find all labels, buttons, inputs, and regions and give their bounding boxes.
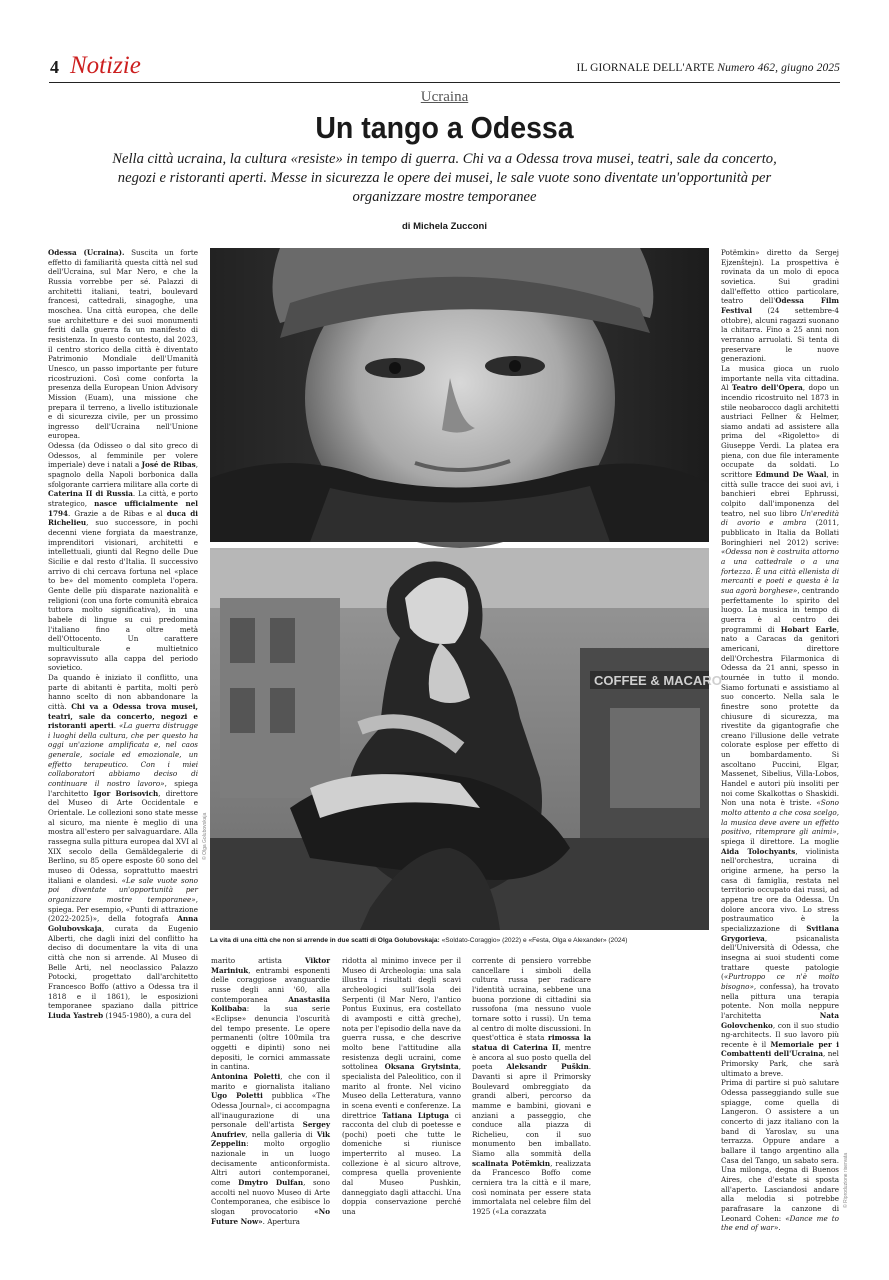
article-column-right: Potëmkin» diretto da Sergej Ejzenštejn). La prospettiva è rovinata da un molo di epoca sovietica. Sui gradini dall'effetto ottico particolare, teatro dell'Odessa Film Festival (24 settembre-4 ottobre), alcuni ragazzi suonano la chitarra. Fino a 25 anni non verranno arruolati. Si tenta di preservare le nuove generazioni. La musica gioca un ruolo importante nella vita cittadina. Al Teatro dell'Opera, dopo un incendio ricostruito nel 1873 in stile neobarocco dagli architetti austriaci Fellner & Helmer, siamo andati ad assistere alla prima del «Rigoletto» di Giuseppe Verdi. La platea era piena, con due file interamente occupate da soldati. Lo scrittore Edmund De Waal, in città sulle tracce dei suoi avi, i banchieri ebrei Ephrussi, colpito dall'imponenza del teatro, nel suo libro Un'eredità di avorio e ambra (2011, pubblicato in Italia da Bollati Boringhieri nel 2012) scrive: «Odessa non è costruita attorno a una cattedrale o a una fortezza. È una città ellenista di mercanti e poeti e questa è la sua agorà borghese», centrando perfettamente lo spirito del luogo. La musica in tempo di guerra è al centro dei programmi di Hobart Earle, nato a Caracas da genitori americani, direttore dell'Orchestra Filarmonica di Odessa da 21 anni, spesso in tournée in tutto il mondo. Siamo fortunati e assistiamo al suo concerto. Nella sala le finestre sono protette da chiusure di sicurezza, ma rivestite da gigantografie che creano l'illusione delle vetrate colorate esplose per effetto di un bombardamento. Si ascoltano Puccini, Elgar, Massenet, Sibelius, Villa-Lobos, Handel e autori più insoliti per noi come Skalkottas o Shaskidi. Non una nota è triste. «Sono molto attento a che cosa scelgo, la musica deve avere un effetto positivo, ritemprare gli animi», spiega il direttore. La moglie Aida Tolochyants, violinista nell'orchestra, ucraina di origine armene, ha perso la casa di famiglia, restata nel territorio occupato dai russi, ad appena tre ore da Odessa. Un dolore ancora vivo. Lo stress postraumatico è la specializzazione di Svitlana Grygorieva, psicanalista dell'Università di Odessa, che insegna ai suoi studenti come trattare queste patologie («Purtroppo ce n'è molto bisogno», confessa), ha trovato nella pittura una terapia potente. Non molla neppure l'architetta Nata Golovchenko, con il suo studio ng-architects. Il suo lavoro più recente è il Memoriale per i Combattenti dell'Ucraina, nel Primorsky Park, che sarà ultimato a breve. Prima di partire si può salutare Odessa passeggiando sulle sue spiagge, come quella di Langeron. O assistere a un concerto di jazz italiano con la band di Yaroslav, su una terrazza. Oppure andare a ballare il tango argentino alla Casa del Tango, un sabato sera. Una milonga, degna di Buenos Aires, che d'estate si sposta all'aperto. Lasciandosi andare alla melodia si potrebbe parafrasare la canzone di Leonard Cohen: «Dance me to the end of war».: [721, 248, 840, 1233]
caption-bold: La vita di una città che non si arrende in due scatti di Olga Golubovskaja:: [210, 937, 440, 944]
photo-credit: © Olga Golubovskaja: [202, 812, 208, 860]
byline: di Michela Zucconi: [402, 221, 487, 232]
page-number: 4: [50, 57, 59, 77]
article-column-bottom-4: [602, 956, 710, 1236]
photo-tango: [210, 548, 722, 930]
header-rule: [49, 82, 840, 83]
masthead: [577, 62, 840, 74]
issue-info: Numero 462, giugno 2025: [717, 62, 840, 74]
photo-caption: [210, 936, 710, 945]
copyright-note: © Riproduzione riservata: [843, 1152, 849, 1208]
caption-rest: «Soldato-Coraggio» (2022) e «Festa, Olga e Alexander» (2024): [439, 937, 628, 944]
article-column-left: Odessa (Ucraina). Suscita un forte effetto di familiarità questa città nel sud dell'Ucraina, sul Mar Nero, e che la Russia vorrebbe per sé. Palazzi di architetti italiani, teatri, boulevard francesi, cattedrali, sinagoghe, una moschea. Una città europea, che delle sue architetture e dei suoi monumenti feriti dalla guerra fa un manifesto di resistenza. In questo contesto, dal 2023, il centro storico della città è diventato Patrimonio Mondiale dell'Umanità Unesco, un passo importante per future ricostruzioni. Così come conforta la presenza della European Union Advisory Mission (Euam), una missione che prepara il terreno, a livello istituzionale e di sicurezza civile, per un prossimo ingresso dell'Ucraina nell'Unione europea. Odessa (da Odisseo o dal sito greco di Odessos, al femminile per volere imperiale) deve i natali a José de Ribas, spagnolo della Napoli borbonica dalla sfolgorante carriera militare alla corte di Caterina II di Russia. La città, e porto strategico, nasce ufficialmente nel 1794. Grazie a de Ribas e al duca di Richelieu, suo successore, in pochi decenni viene forgiata da maestranze, imprenditori visionari, architetti e intellettuali, giunti dal Regno delle Due Sicilie e dal resto d'Italia. Il successivo arrivo di chi cercava fortuna nel «place to be» del momento completa l'opera. Gente delle più disparate nazionalità e religioni (con una forte comunità ebraica tuttora molto significativa), in una babele di lingue su cui predomina l'italiano fino a oltre metà dell'Ottocento. Un carattere multiculturale e multietnico sopravvissuto alla cappa del periodo sovietico. Da quando è iniziato il conflitto, una parte di abitanti è partita, molti però hanno scelto di non abbandonare la città. Chi va a Odessa trova musei, teatri, sale da concerto, negozi e ristoranti aperti. «La guerra distrugge i luoghi della cultura, che per questo ha oggi un'azione amplificata e, nel caos generale, sociale ed emozionale, un effetto terapeutico. Con i miei collaboratori abbiamo deciso di continuare il nostro lavoro», spiega l'architetto Igor Borisovich, direttore del Museo di Arte Occidentale e Orientale. Le collezioni sono state messe al sicuro, ma niente è meglio di una mostra all'estero per salvaguardare. Alla rassegna sulla pittura europea dal XVI al XIX secolo della Gemäldegalerie di Berlino, su 85 opere esposte 60 sono del museo di Odessa, soprattutto maestri italiani e olandesi. «Le sale vuote sono poi diventate un'opportunità per organizzare mostre temporanee», spiega. Per esempio, «Punti di attrazione (2022-2025)», della fotografa Anna Golubovskaja, curata da Eugenio Alberti, che dagli inizi del conflitto ha deciso di documentare la vita di una città che non si arrende. Al Museo di Belle Arti, nel neoclassico Palazzo Potocki, progettato dall'architetto Francesco Boffo (attivo a Odessa tra il 1818 e il 1861), le esposizioni temporanee spaziano dalla pittrice Liuda Yastreb (1945-1980), a cura del: [48, 248, 199, 1020]
section-title: Notizie: [70, 52, 141, 79]
article-kicker: Ucraina: [420, 89, 469, 105]
publication-name: IL GIORNALE DELL'ARTE: [576, 62, 715, 74]
article-column-bottom-1: marito artista Viktor Mariniuk, entrambi esponenti delle coraggiose avanguardie russe degli anni '60, alla contemporanea Anastasiia Kolibaba: la sua serie «Eclipse» denuncia l'oscurità del tempo presente. Le opere permanenti (oltre 100mila tra oggetti e dipinti) sono nei depositi, le cornici ammassate in cantina. Antonina Poletti, che con il marito e giornalista italiano Ugo Poletti pubblica «The Odessa Journal», ci accompagna all'inaugurazione di una personale dell'artista Sergey Anufriev, nella galleria di Vik Zeppelin: molto orgoglio nazionale in un luogo decisamente anticonformista. Altri autori contemporanei, come Dmytro Dulfan, sono accolti nel nuovo Museo di Arte Contemporanea, che esibisce lo slogan provocatorio «No Future Now». Apertura: [211, 956, 330, 1226]
article-subtitle: Nella città ucraina, la cultura «resiste» in tempo di guerra. Chi va a Odessa trova musei, teatri, sale da concerto, negozi e ristoranti aperti. Messe in sicurezza le opere dei musei, le sale vuote sono diventate un'opportunità per organizzare mostre temporanee: [112, 151, 777, 205]
article-title: Un tango a Odessa: [315, 110, 574, 145]
shop-sign-text: COFFEE & MACARO: [594, 673, 722, 688]
article-column-bottom-3: corrente di pensiero vorrebbe cancellare i simboli della cultura russa per radicare l'identità ucraina, sebbene una buona porzione di cittadini sia russofona (ma nessuno vuole tornare sotto i russi). Un tema al centro di molte discussioni. In quest'ottica è stata rimossa la statua di Caterina II, mentre è ancora al suo posto quella del poeta Aleksandr Puškin. Davanti si apre il Primorsky Boulevard ombreggiato da grandi alberi, percorso da mamme e bambini, giovani e anziani a passeggio, che conduce alla piazza di Richelieu, con il suo monumento ben imballato. Siamo alla sommità della scalinata Potëmkin, realizzata da Francesco Boffo come cerniera tra la città e il mare, così nominata per essere stata immortalata nel celebre film del 1925 («La corazzata: [472, 956, 591, 1217]
photo-soldier: [210, 248, 709, 542]
article-column-bottom-2: ridotta al minimo invece per il Museo di Archeologia: una sala illustra i risultati degli scavi archeologici sull'Isola dei Serpenti (il Mar Nero, l'antico Pontus Euxinus, era costellato di avamposti e città greche), nota per l'episodio della nave da guerra russa, e che descrive molto bene l'attitudine alla resistenza degli ucraini, come sottolinea Oksana Grytsinta, specialista del Paleolitico, con il marito al fronte. Nel vicino Museo della Letteratura, vanno in scena eventi e conferenze. La direttrice Tatiana Liptuga ci racconta del club di poetesse e (pochi) poeti che tutte le domeniche si riunisce imperterrito al museo. La collezione è al sicuro altrove, compresa quella proveniente dal Museo Pushkin, danneggiato dagli attacchi. Una doppia conservazione perché una: [342, 956, 462, 1217]
